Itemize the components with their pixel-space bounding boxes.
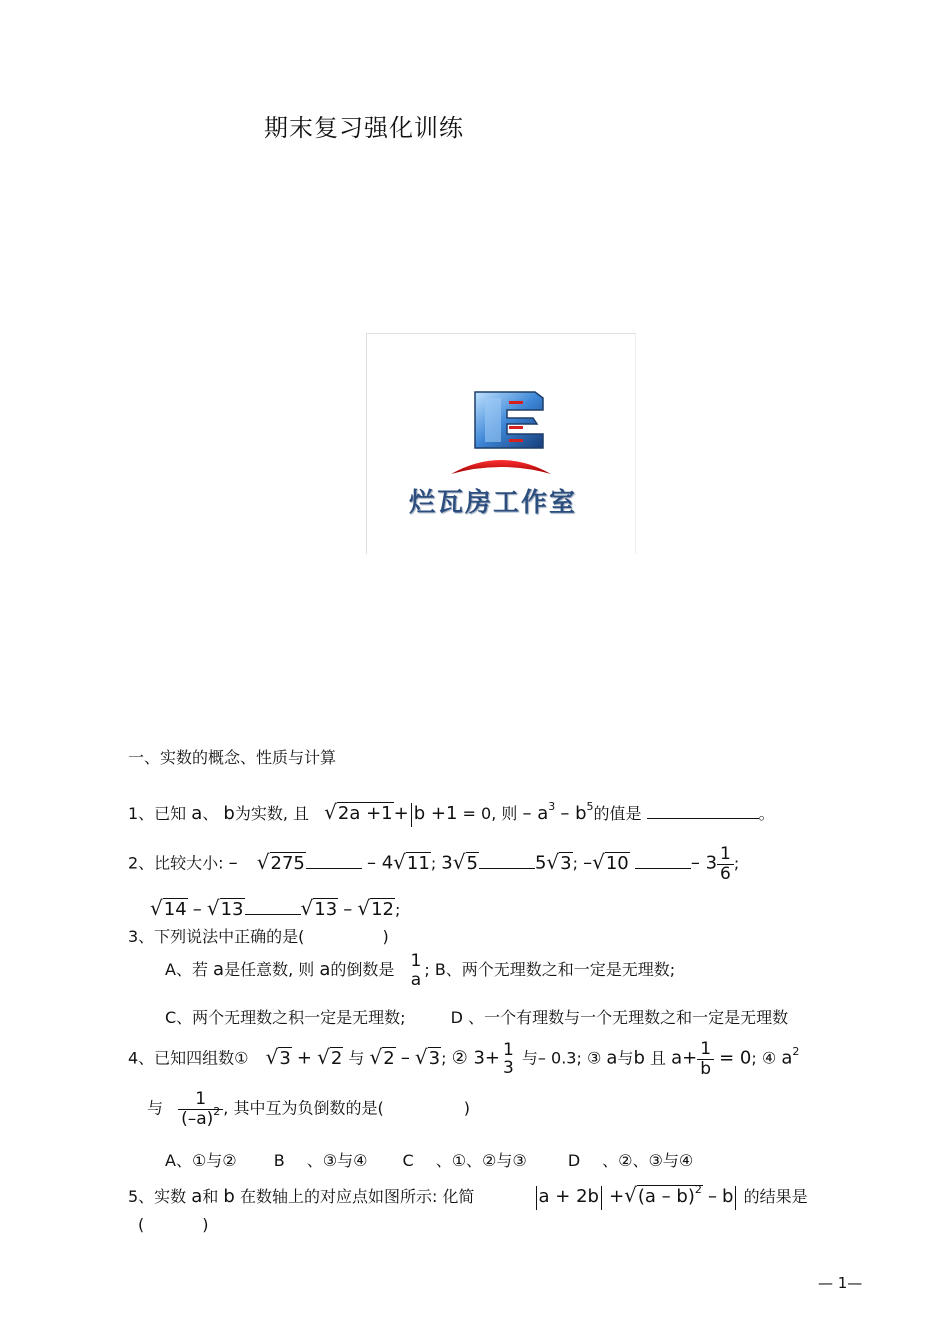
- q4-frac1-den: 3: [503, 1058, 514, 1079]
- q4-a4: a: [781, 1047, 793, 1069]
- q1-expr2: – b: [560, 803, 587, 824]
- q3-optD: D 、一个有理数与一个无理数之和一定是无理数: [450, 1008, 789, 1027]
- q4-r3: 2: [383, 1047, 395, 1069]
- q5-paren: (: [138, 1215, 145, 1234]
- q4-optC2: 、①、②与③: [435, 1151, 527, 1170]
- q2-c5: 5: [534, 852, 547, 874]
- q4-optC: C: [402, 1151, 414, 1170]
- q3-optA-end: ;: [424, 960, 430, 980]
- question-3-options-ab: [165, 952, 675, 989]
- q5-prefix: 5、实数: [128, 1187, 187, 1206]
- q4-c4: ④: [761, 1048, 777, 1068]
- question-5: 5、实数 a和 b 在数轴上的对应点如图所示: 化简 a + 2b +√(a – b)$^2$ – b 的结果是: [128, 1183, 808, 1210]
- q4-a3b: a: [671, 1047, 683, 1069]
- q3-optA1: A、若: [165, 960, 208, 980]
- q1-b: b: [223, 803, 235, 824]
- q1-a: a: [191, 803, 203, 824]
- q4-b3: b: [633, 1047, 645, 1069]
- q2-r3: 5: [466, 852, 478, 874]
- q5-b: b: [223, 1186, 235, 1207]
- q1-eq: = 0,: [462, 804, 497, 823]
- q3-optA2: 是任意数, 则: [224, 960, 315, 980]
- q2-sc1: ;: [430, 853, 437, 873]
- section-heading: 一、实数的概念、性质与计算: [128, 748, 337, 767]
- q2-sc2: ;: [572, 853, 578, 873]
- q2-neg2: – 4: [366, 852, 394, 874]
- q2-r5: 10: [605, 852, 629, 874]
- q1-plus: +: [393, 803, 409, 824]
- q2-sc4: ;: [395, 900, 401, 919]
- q1-tail: 的值是: [593, 804, 642, 823]
- q4-yu2: 与– 0.3: [521, 1048, 577, 1068]
- q4-optD: D: [567, 1151, 581, 1170]
- q1-then: 则: [501, 804, 518, 823]
- q4-tail: , 其中互为负倒数的是(: [223, 1098, 384, 1118]
- question-3: [128, 924, 389, 947]
- q1-radical: √2a +1: [324, 800, 393, 824]
- question-5-line-2: [138, 1215, 209, 1234]
- q2-blank-1[interactable]: [306, 868, 362, 869]
- q2-r2: 11: [406, 852, 430, 874]
- q3-optA3: 的倒数是: [330, 960, 395, 980]
- q3-optB: B、两个无理数之和一定是无理数;: [434, 960, 676, 980]
- q2-sc3: ;: [733, 853, 740, 873]
- q2-c3: 3: [441, 852, 453, 874]
- q4-prefix: 4、已知四组数①: [128, 1048, 249, 1068]
- q3-prefix: 3、下列说法中正确的是(: [128, 927, 305, 946]
- q2-neg3: –: [583, 852, 593, 874]
- q2-minus1: –: [192, 899, 202, 920]
- q5-tail: 的结果是: [743, 1187, 808, 1206]
- q4-r2: 2: [330, 1047, 343, 1069]
- q5-exp: 2: [694, 1183, 702, 1196]
- q1-answer-blank[interactable]: [647, 818, 759, 819]
- q1-exp2: 5: [586, 800, 594, 813]
- q4-sc3: ;: [751, 1048, 757, 1068]
- q4-exp4: 2: [792, 1044, 800, 1058]
- q1-abs: b +1: [413, 803, 458, 824]
- E-letter-logo-icon: [367, 334, 635, 494]
- q2-neg: –: [228, 852, 238, 874]
- q4-c2: ② 3: [451, 1047, 485, 1069]
- q5-mid: 在数轴上的对应点如图所示: 化简: [239, 1187, 475, 1206]
- q2-r9: 12: [371, 899, 394, 920]
- question-2: 2、比较大小: – √275 – 4√11; 3√5 5√3; –√10 – 3 $\frac{1}{6}$ ;: [128, 844, 740, 884]
- q4-yu1: 与: [348, 1048, 365, 1068]
- q4-sc2: ;: [576, 1048, 582, 1068]
- q4-r4: 3: [428, 1047, 441, 1069]
- q3-close: ): [382, 927, 389, 946]
- q4-c3: ③: [586, 1048, 602, 1068]
- logo-text: 烂瓦房工作室: [409, 488, 578, 518]
- q1-prefix: 1、已知: [128, 804, 187, 823]
- q4-yu3: 与: [617, 1048, 634, 1068]
- q5-a: a: [191, 1186, 203, 1207]
- q4-frac2-den: b: [700, 1058, 712, 1079]
- q4-r1: 3: [279, 1047, 291, 1069]
- q1-sep: 、: [202, 804, 219, 823]
- q4-yu4: 与: [147, 1098, 164, 1118]
- q3-optC: C、两个无理数之积一定是无理数;: [165, 1008, 406, 1027]
- q1-end: 。: [758, 804, 775, 823]
- q1-exp1: 3: [548, 800, 556, 813]
- q4-qie: 且: [649, 1048, 666, 1068]
- page-number: — 1—: [818, 1274, 863, 1292]
- q2-prefix: 2、比较大小:: [128, 853, 224, 873]
- q4-optB: B: [273, 1151, 285, 1170]
- q4-plus1: +: [296, 1047, 313, 1069]
- q2-minus2: –: [343, 899, 353, 920]
- q4-frac3-exp: 2: [213, 1104, 221, 1118]
- q2-blank-4[interactable]: [245, 914, 301, 915]
- q5-plus: +: [609, 1186, 625, 1207]
- q4-optA: A、①与②: [165, 1151, 237, 1170]
- page-title: 期末复习强化训练: [264, 114, 464, 142]
- q2-frac-den: 6: [720, 863, 731, 884]
- q2-blank-2[interactable]: [479, 868, 535, 869]
- q4-plus3: +: [682, 1047, 698, 1069]
- q2-r6: 14: [163, 899, 187, 920]
- q4-close: ): [463, 1098, 470, 1118]
- q4-sc1: ;: [441, 1048, 447, 1068]
- q5-close: ): [202, 1215, 209, 1234]
- q4-frac1-num: 1: [503, 1039, 514, 1060]
- q4-frac2-num: 1: [697, 1040, 714, 1060]
- question-4-line-2: [147, 1090, 470, 1128]
- q2-frac-num: 1: [717, 845, 734, 865]
- q4-frac3-den: (–a): [181, 1108, 214, 1129]
- q2-r7: 13: [220, 899, 244, 920]
- q5-he: 和: [202, 1187, 219, 1206]
- q2-neg4: – 3: [690, 852, 718, 874]
- q3-optA-a2: a: [319, 959, 331, 981]
- question-4-options: [165, 1148, 693, 1171]
- logo-box: [366, 333, 636, 554]
- question-2-line-2: √14 – √13 √13 – √12;: [150, 896, 401, 920]
- question-1: [128, 800, 775, 827]
- q4-plus2: +: [484, 1047, 500, 1069]
- q4-eq0: = 0: [719, 1047, 752, 1069]
- q2-r8: 13: [314, 899, 338, 920]
- q2-r1: 275: [270, 852, 305, 874]
- q4-optB2: 、③与④: [306, 1151, 368, 1170]
- q1-expr1: – a: [522, 803, 549, 824]
- q4-frac3-num: 1: [178, 1090, 223, 1110]
- q4-optD2: 、②、③与④: [602, 1151, 694, 1170]
- q3-frac-den: a: [410, 969, 422, 990]
- q5-minus: –: [707, 1186, 717, 1207]
- q4-a3: a: [606, 1047, 618, 1069]
- q5-rad: (a – b): [637, 1186, 695, 1207]
- q5-abs2: b: [722, 1186, 734, 1207]
- q3-optA-a: a: [213, 959, 225, 981]
- q2-r4: 3: [560, 852, 572, 874]
- q1-mid: 为实数, 且: [234, 804, 310, 823]
- q4-minus1: –: [400, 1047, 410, 1069]
- q3-frac-num: 1: [410, 951, 422, 971]
- question-3-options-cd: [165, 1005, 788, 1028]
- question-4: 4、已知四组数① √3 + √2 与 √2 – √3; ② 3+ 1 3 与– 0.3; ③ a与b 且 a+ $\frac{1}{b}$ = 0; ④ $a^2$: [128, 1039, 800, 1079]
- q2-blank-3[interactable]: [635, 868, 691, 869]
- q5-abs: a + 2b: [538, 1186, 599, 1207]
